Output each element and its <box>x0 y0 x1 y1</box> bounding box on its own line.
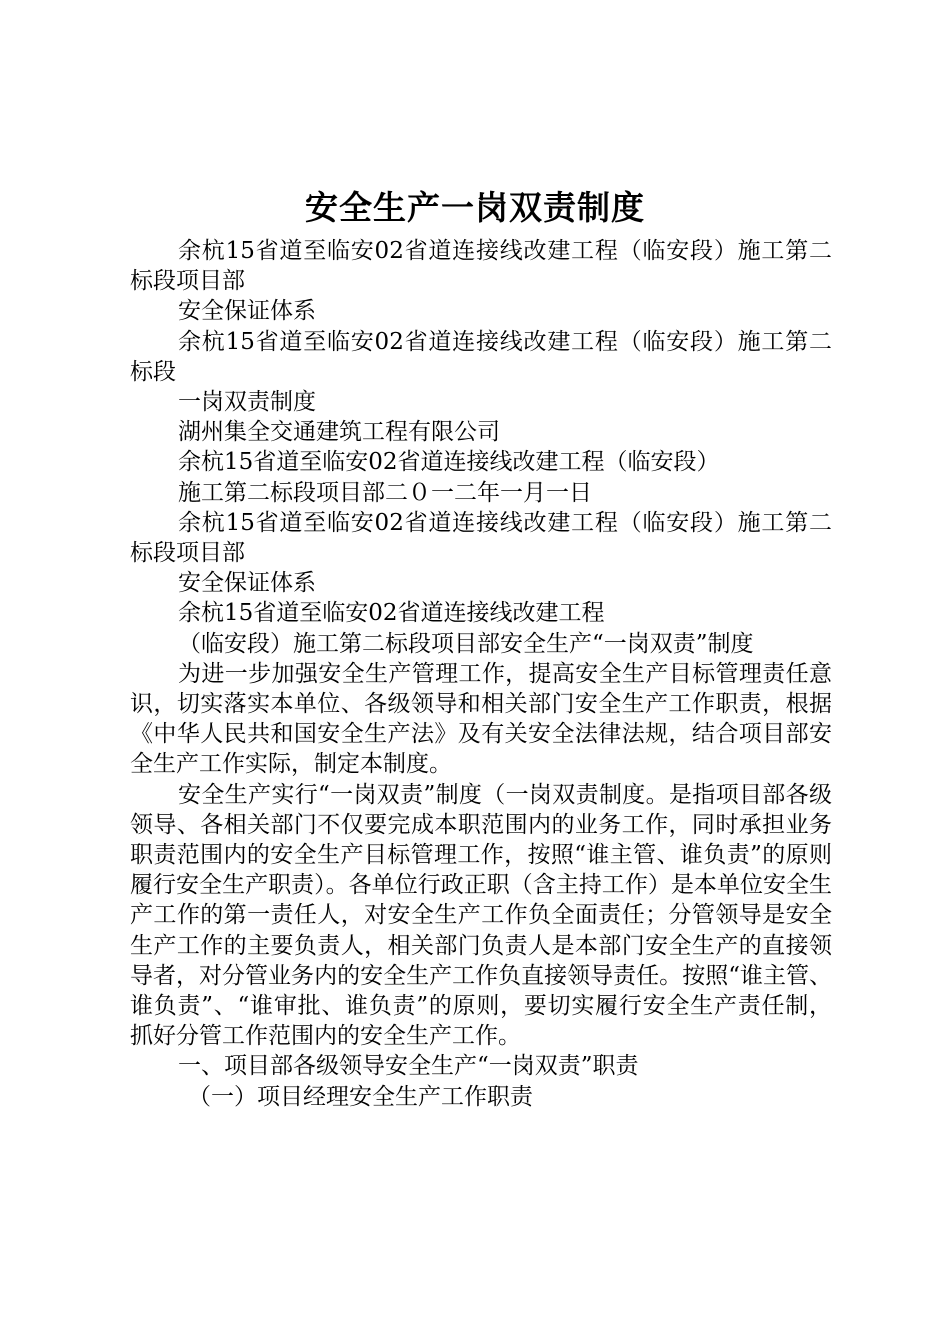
paragraph-company: 湖州集全交通建筑工程有限公司 <box>178 419 500 446</box>
paragraph-safety-system-1: 安全保证体系 <box>178 298 316 325</box>
document-title: 安全生产一岗双责制度 <box>305 188 645 227</box>
paragraph-date-line: 施工第二标段项目部二０一二年一月一日 <box>178 479 592 506</box>
paragraph-intro: 为进一步加强安全生产管理工作，提高安全生产目标管理责任意识，切实落实本单位、各级领导和相关部门安全生产工作职责，根据《中华人民共和国安全生产法》及有关安全法律法规，结合项目部安全生产工作实际，制定本制度。 <box>130 660 832 778</box>
heading-subsection-one: （一）项目经理安全生产工作职责 <box>188 1083 533 1110</box>
paragraph-definition: 安全生产实行“一岗双责”制度（一岗双责制度。是指项目部各级领导、各相关部门不仅要完成本职范围内的业务工作，同时承担业务职责范围内的安全生产目标管理工作，按照“谁主管、谁负责”的原则履行安全生产职责）。各单位行政正职（含主持工作）是本单位安全生产工作的第一责任人，对安全生产工作负全面责任；分管领导是安全生产工作的主要负责人，相关部门负责人是本部门安全生产的直接领导者，对分管业务内的安全生产工作负直接领导责任。按照“谁主管、谁负责”、“谁审批、谁负责”的原则，要切实履行安全生产责任制，抓好分管工作范围内的安全生产工作。 <box>130 781 832 1050</box>
paragraph-safety-system-2: 安全保证体系 <box>178 570 316 597</box>
paragraph-project-dept-2: 余杭15省道至临安02省道连接线改建工程（临安段）施工第二标段项目部 <box>130 509 832 567</box>
document-body <box>130 236 832 1112</box>
paragraph-system-title: （临安段）施工第二标段项目部安全生产“一岗双责”制度 <box>178 630 754 657</box>
paragraph-project-line: 余杭15省道至临安02省道连接线改建工程（临安段） <box>178 449 720 476</box>
heading-section-one: 一、项目部各级领导安全生产“一岗双责”职责 <box>178 1053 639 1080</box>
paragraph-project-name: 余杭15省道至临安02省道连接线改建工程 <box>178 600 605 627</box>
paragraph-project-dept-1: 余杭15省道至临安02省道连接线改建工程（临安段）施工第二标段项目部 <box>130 238 832 295</box>
paragraph-system-name: 一岗双责制度 <box>178 389 316 416</box>
paragraph-section-2: 余杭15省道至临安02省道连接线改建工程（临安段）施工第二标段 <box>130 328 832 385</box>
